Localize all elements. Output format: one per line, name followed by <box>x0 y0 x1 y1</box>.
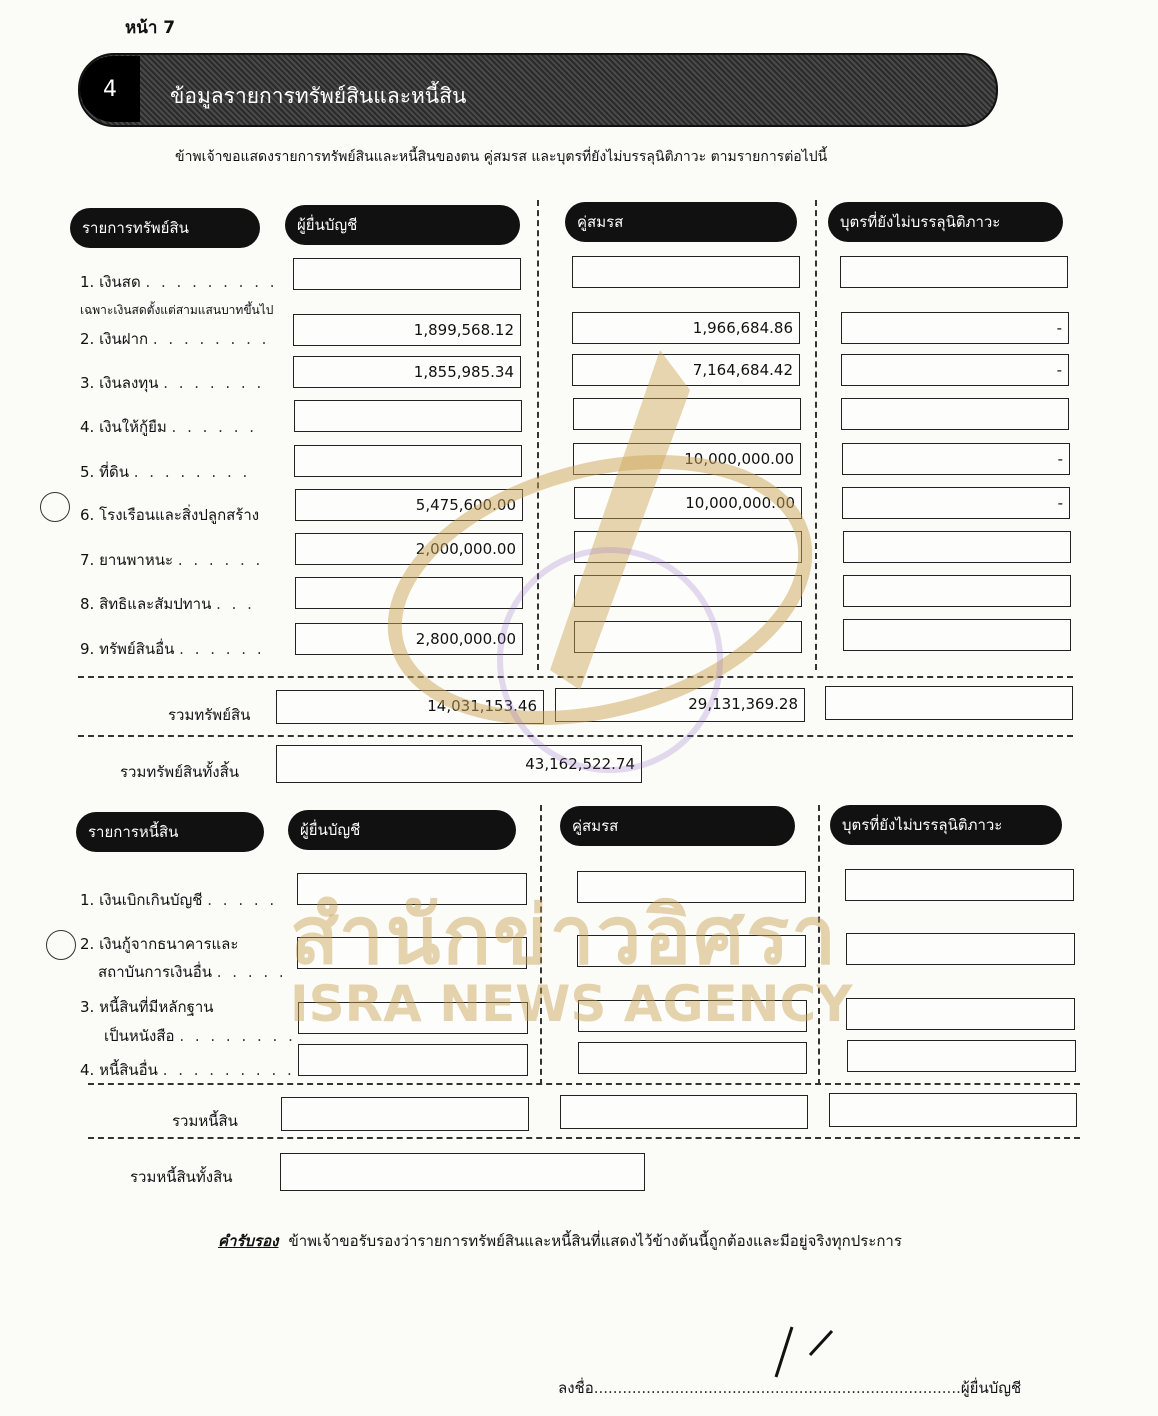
watermark-emblem <box>360 330 860 850</box>
certification-heading: คำรับรอง <box>218 1232 279 1250</box>
asset-spouse-value: 10,000,000.00 <box>574 487 802 519</box>
asset-spouse-value <box>572 256 800 288</box>
total-assets-child <box>825 686 1073 720</box>
grand-total-liabilities-label: รวมหนี้สินทั้งสิน <box>130 1168 233 1186</box>
asset-label: 7. ยานพาหนะ . . . . . . <box>80 551 264 569</box>
asset-child-value: - <box>841 354 1069 386</box>
signature-line: ลงชื่อ.............................................................................ผู้ยื่นบัญชี <box>558 1379 1022 1397</box>
liabilities-header: รายการหนี้สิน <box>76 812 264 852</box>
intro-text: ข้าพเจ้าขอแสดงรายการทรัพย์สินและหนี้สินของตน คู่สมรส และบุตรที่ยังไม่บรรลุนิติภาวะ ตามรายการต่อไปนี้ <box>175 149 828 165</box>
asset-spouse-value: 10,000,000.00 <box>573 443 801 475</box>
child-column-header: บุตรที่ยังไม่บรรลุนิติภาวะ <box>828 202 1063 242</box>
total-assets-spouse: 29,131,369.28 <box>555 688 805 722</box>
divider <box>88 1137 1080 1139</box>
total-liabilities-label: รวมหนี้สิน <box>172 1112 238 1130</box>
asset-child-value: - <box>841 312 1069 344</box>
asset-label: 8. สิทธิและสัมปทาน . . . <box>80 595 255 613</box>
watermark-thai: สำนักข่าวอิศรา <box>290 889 839 982</box>
total-liabilities-spouse <box>560 1095 808 1129</box>
asset-spouse-value: 1,966,684.86 <box>572 312 800 344</box>
punch-hole <box>40 492 70 522</box>
certification <box>218 1229 902 1253</box>
asset-child-value <box>841 398 1069 430</box>
asset-label: 9. ทรัพย์สินอื่น . . . . . . <box>80 640 265 658</box>
assets-header: รายการทรัพย์สิน <box>70 208 260 248</box>
asset-label: 3. เงินลงทุน . . . . . . . <box>80 374 265 392</box>
asset-child-value <box>843 619 1071 651</box>
grand-total-assets-label: รวมทรัพย์สินทั้งสิ้น <box>120 763 240 781</box>
asset-filer-value: 5,475,600.00 <box>295 489 523 521</box>
page-number: หน้า 7 <box>125 18 176 38</box>
child-column-header: บุตรที่ยังไม่บรรลุนิติภาวะ <box>830 805 1062 845</box>
liability-child-value <box>846 933 1075 965</box>
total-assets-label: รวมทรัพย์สิน <box>168 706 251 724</box>
liability-spouse-value <box>578 1042 807 1074</box>
handwritten-signature <box>770 1315 850 1385</box>
asset-label: 1. เงินสด . . . . . . . . . <box>80 273 278 291</box>
total-liabilities-child <box>829 1093 1077 1127</box>
liability-filer-value <box>298 1044 528 1076</box>
liability-label: 4. หนี้สินอื่น . . . . . . . . . <box>80 1061 295 1079</box>
filer-column-header: ผู้ยื่นบัญชี <box>285 205 520 245</box>
certification-text: ข้าพเจ้าขอรับรองว่ารายการทรัพย์สินและหนี้สินที่แสดงไว้ข้างต้นนี้ถูกต้องและมีอยู่จริงทุกประการ <box>288 1232 902 1250</box>
asset-label: 6. โรงเรือนและสิ่งปลูกสร้าง <box>80 506 260 524</box>
asset-filer-value <box>293 258 521 290</box>
asset-label: 4. เงินให้กู้ยืม . . . . . . <box>80 418 257 436</box>
grand-total-assets-value: 43,162,522.74 <box>276 745 642 783</box>
asset-child-value <box>840 256 1068 288</box>
total-assets-filer: 14,031,153.46 <box>276 690 544 724</box>
watermark-english: ISRA NEWS AGENCY <box>290 975 853 1033</box>
asset-child-value <box>843 575 1071 607</box>
grand-total-liabilities-value <box>280 1153 645 1191</box>
asset-spouse-value: 7,164,684.42 <box>572 354 800 386</box>
punch-hole <box>46 930 76 960</box>
section-title: ข้อมูลรายการทรัพย์สินและหนี้สิน <box>170 84 467 108</box>
asset-label: 2. เงินฝาก . . . . . . . . <box>80 330 270 348</box>
total-liabilities-filer <box>281 1097 529 1131</box>
liability-label: 2. เงินกู้จากธนาคารและ <box>80 935 239 953</box>
liability-label: 3. หนี้สินที่มีหลักฐาน <box>80 998 214 1016</box>
divider <box>88 1083 1080 1085</box>
section-number: 4 <box>80 56 140 122</box>
asset-label: 5. ที่ดิน . . . . . . . . <box>80 463 251 481</box>
liability-label-line2: เป็นหนังสือ . . . . . . . . <box>104 1027 296 1045</box>
asset-filer-value: 2,800,000.00 <box>295 623 523 655</box>
asset-filer-value: 1,855,985.34 <box>293 356 521 388</box>
cash-note: เฉพาะเงินสดตั้งแต่สามแสนบาทขึ้นไป <box>80 303 274 317</box>
asset-filer-value: 1,899,568.12 <box>293 314 521 346</box>
liability-label-line2: สถาบันการเงินอื่น . . . . . <box>98 963 287 981</box>
filer-column-header: ผู้ยื่นบัญชี <box>288 810 516 850</box>
asset-filer-value: 2,000,000.00 <box>295 533 523 565</box>
spouse-column-header: คู่สมรส <box>565 202 797 242</box>
liability-label: 1. เงินเบิกเกินบัญชี . . . . . <box>80 891 278 909</box>
liability-child-value <box>845 869 1074 901</box>
asset-child-value: - <box>842 487 1070 519</box>
asset-child-value <box>843 531 1071 563</box>
asset-child-value: - <box>842 443 1070 475</box>
liability-child-value <box>847 1040 1076 1072</box>
liability-child-value <box>846 998 1075 1030</box>
spouse-column-header: คู่สมรส <box>560 806 795 846</box>
